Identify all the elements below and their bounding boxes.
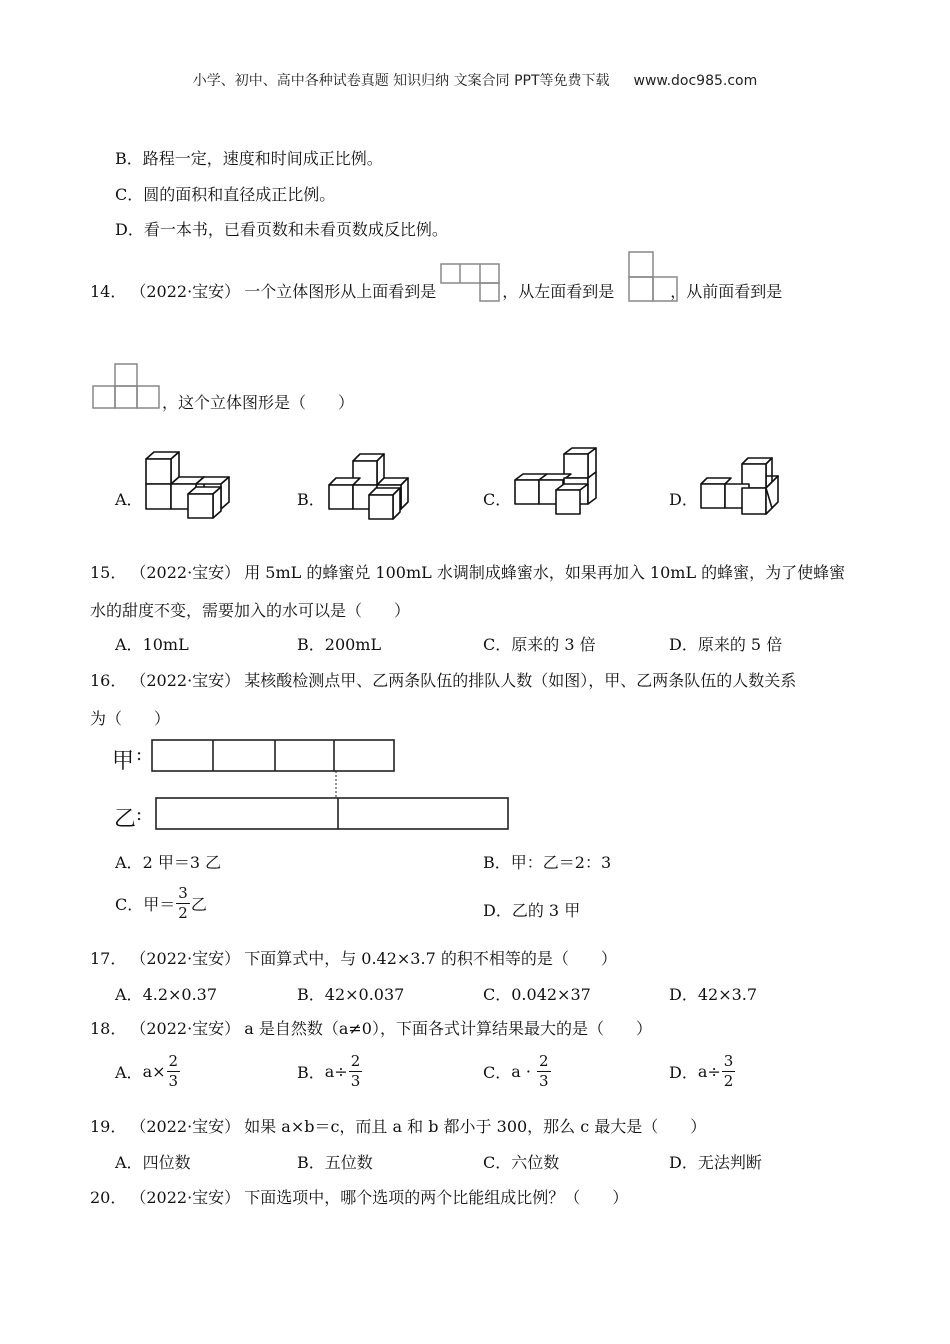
q18-option-b: B． a÷ $\frac{2}{3}$ xyxy=(297,1052,361,1090)
q19-stem: 19． （2022·宝安） 如果 a×b＝c，而且 a 和 b 都小于 300，那么 c 最大是（ ） xyxy=(90,1117,707,1136)
header-url[interactable]: www.doc985.com xyxy=(633,73,758,89)
q18-option-d: D． a÷ $\frac{3}{2}$ xyxy=(669,1052,734,1090)
q19-option-a: A．四位数 xyxy=(115,1153,191,1172)
q13-option-b: B．路程一定，速度和时间成正比例。 xyxy=(115,149,383,168)
q13-option-c: C．圆的面积和直径成正比例。 xyxy=(115,185,336,204)
q18-option-c: C． a · $\frac{2}{3}$ xyxy=(483,1052,549,1090)
header-text: 小学、初中、高中各种试卷真题 知识归纳 文案合同 PPT等免费下载 xyxy=(192,73,610,89)
diagram-label-jia: 甲 xyxy=(112,749,135,774)
q16-option-b: B．甲：乙＝2：3 xyxy=(483,853,612,872)
svg-text::: : xyxy=(136,744,143,765)
q15-stem-line1: 15． （2022·宝安） 用 5mL 的蜂蜜兑 100mL 水调制成蜂蜜水，如果再加入 10mL 的蜂蜜，为了使蜂蜜 xyxy=(90,563,846,582)
q18-option-a: A． a× $\frac{2}{3}$ xyxy=(115,1052,179,1090)
q14-stem: 14． （2022·宝安） 一个立体图形从上面看到是 ，从左面看到是 ，从前面看到是 xyxy=(90,282,783,301)
q17-stem: 17． （2022·宝安） 下面算式中，与 0.42×3.7 的积不相等的是（ ） xyxy=(90,949,617,968)
q17-option-c: C．0.042×37 xyxy=(483,985,591,1004)
q18-stem: 18． （2022·宝安） a 是自然数（a≠0），下面各式计算结果最大的是（ ） xyxy=(90,1019,652,1038)
top-view-figure xyxy=(440,262,502,302)
option-a-cubes xyxy=(143,448,233,520)
page-header xyxy=(0,70,950,90)
q16-stem-line1: 16． （2022·宝安） 某核酸检测点甲、乙两条队伍的排队人数（如图），甲、乙两条队伍的人数关系 xyxy=(90,671,797,690)
q19-option-b: B．五位数 xyxy=(297,1153,373,1172)
q15-option-d: D．原来的 5 倍 xyxy=(669,635,783,654)
q20-stem: 20． （2022·宝安） 下面选项中，哪个选项的两个比能组成比例？（ ） xyxy=(90,1188,629,1207)
left-view-figure xyxy=(627,250,681,304)
q14-option-c-label: C． xyxy=(483,490,512,509)
q14-option-b-label: B． xyxy=(297,490,325,509)
option-c-cubes xyxy=(512,446,604,520)
q13-option-d: D．看一本书，已看页数和未看页数成反比例。 xyxy=(115,220,448,239)
diagram-label-yi: 乙 xyxy=(114,807,137,832)
q17-option-a: A．4.2×0.37 xyxy=(115,985,218,1004)
q19-option-d: D．无法判断 xyxy=(669,1153,762,1172)
q17-option-b: B．42×0.037 xyxy=(297,985,405,1004)
q14-stem-end: ，这个立体图形是（ ） xyxy=(162,393,355,412)
q15-stem-line2: 水的甜度不变，需要加入的水可以是（ ） xyxy=(90,601,411,620)
q14-option-d-label: D． xyxy=(669,490,698,509)
segment-diagram xyxy=(136,736,516,832)
svg-text::: : xyxy=(136,804,143,825)
q16-option-d: D．乙的 3 甲 xyxy=(483,901,581,920)
q17-option-d: D．42×3.7 xyxy=(669,985,758,1004)
option-d-cubes xyxy=(698,456,786,522)
q15-option-a: A．10mL xyxy=(115,635,189,654)
q19-option-c: C．六位数 xyxy=(483,1153,560,1172)
q14-option-a-label: A． xyxy=(115,490,143,509)
q15-option-b: B．200mL xyxy=(297,635,382,654)
q16-stem-line2: 为（ ） xyxy=(90,709,171,728)
front-view-figure xyxy=(92,362,162,410)
q16-option-a: A．2 甲＝3 乙 xyxy=(115,853,222,872)
option-b-cubes xyxy=(326,452,416,522)
q16-option-c: C． 甲＝ $\frac{3}{2}$ 乙 xyxy=(115,884,207,922)
q15-option-c: C．原来的 3 倍 xyxy=(483,635,596,654)
